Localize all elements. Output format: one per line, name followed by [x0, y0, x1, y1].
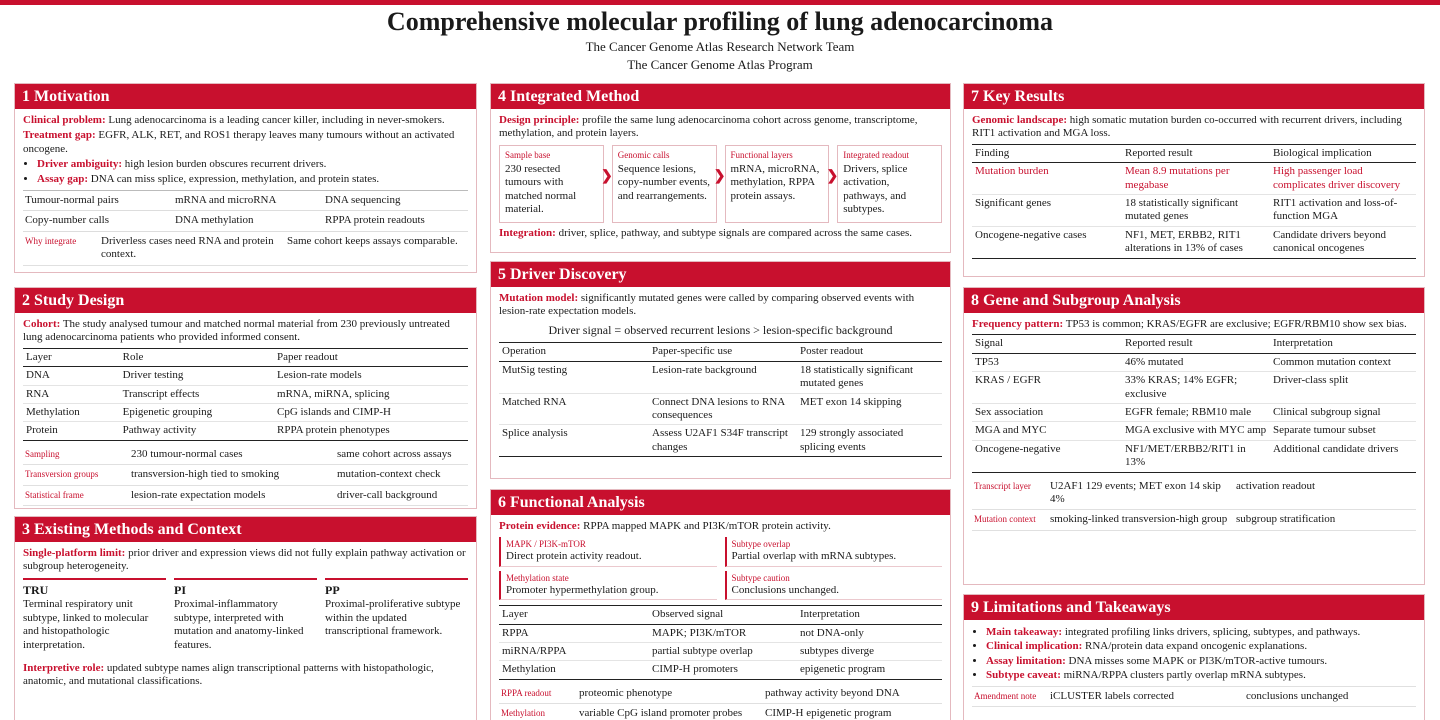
column-header: Signal	[972, 335, 1122, 353]
column-header: Layer	[23, 348, 120, 366]
evidence-box: Subtype caution Conclusions unchanged.	[725, 571, 943, 600]
subtype-card: PP Proximal-proliferative subtype within the updated transcriptional framework.	[325, 578, 468, 652]
column-header: Poster readout	[797, 343, 942, 361]
operation-table	[499, 342, 942, 457]
method-flow	[499, 145, 942, 223]
clinical-problem: Clinical problem: Lung adenocarcinoma is a leading cancer killer, including in never-smokers.	[23, 114, 445, 126]
subtype-columns	[23, 578, 468, 652]
section-integrated-method	[490, 83, 951, 253]
section-title: 8 Gene and Subgroup Analysis	[964, 288, 1424, 313]
column-header: Paper readout	[274, 348, 468, 366]
list-item: • Driver ambiguity: high lesion burden obscures recurrent drivers.	[37, 158, 468, 171]
table-row: Sex association EGFR female; RBM10 male Clinical subgroup signal	[972, 404, 1416, 422]
mutation-model: Mutation model: significantly mutated genes were called by comparing observed events with lesion-rate expectation models.	[499, 292, 915, 318]
table-row-highlight: Mutation burden Mean 8.9 mutations per megabase High passenger load complicates driver discovery	[972, 163, 1416, 195]
table-row: KRAS / EGFR 33% KRAS; 14% EGFR; exclusive Driver-class split	[972, 372, 1416, 404]
flow-step: Functional layers mRNA, microRNA, methylation, RPPA protein assays. ❯	[725, 145, 830, 223]
note-row: Statistical frame lesion-rate expectation models driver-call background	[23, 486, 468, 506]
flow-step: Integrated readout Drivers, splice activation, pathways, and subtypes.	[837, 145, 942, 223]
section-limitations	[963, 594, 1425, 720]
section-functional-analysis	[490, 489, 951, 720]
results-table	[972, 144, 1416, 259]
chevron-right-icon: ❯	[601, 168, 613, 184]
list-item: • Assay gap: DNA can miss splice, expression, methylation, and protein states.	[37, 173, 468, 186]
column-header: Interpretation	[797, 606, 942, 624]
frequency-pattern: Frequency pattern: TP53 is common; KRAS/EGFR are exclusive; EGFR/RBM10 show sex bias.	[972, 318, 1407, 330]
column-header: Layer	[499, 606, 649, 624]
section-key-results	[963, 83, 1425, 277]
functional-boxes	[499, 537, 942, 600]
table-row: Oncogene-negative NF1/MET/ERBB2/RIT1 in 13% Additional candidate drivers	[972, 440, 1416, 472]
column-header: Paper-specific use	[649, 343, 797, 361]
table-row: Oncogene-negative cases NF1, MET, ERBB2, RIT1 alterations in 13% of cases Candidate drivers beyond canonical oncogenes	[972, 226, 1416, 258]
table-row: Protein Pathway activity RPPA protein phenotypes	[23, 422, 468, 440]
column-header: Reported result	[1122, 144, 1270, 162]
section-gene-subgroup	[963, 287, 1425, 585]
section-motivation	[14, 83, 477, 273]
note-row: RPPA readout proteomic phenotype pathway activity beyond DNA	[499, 684, 942, 704]
functional-table	[499, 605, 942, 680]
integration-text: Integration: driver, splice, pathway, and subtype signals are compared across the same cases.	[499, 226, 913, 239]
note-row: Sampling 230 tumour-normal cases same cohort across assays	[23, 445, 468, 465]
column-header: Interpretation	[1270, 335, 1416, 353]
section-title: 3 Existing Methods and Context	[15, 517, 476, 542]
interpretive-role: Interpretive role: updated subtype names align transcriptional patterns with histopathologic, anatomic, and mutational classifications.	[23, 662, 434, 688]
table-row: MGA and MYC MGA exclusive with MYC amp Separate tumour subset	[972, 422, 1416, 440]
poster-header	[0, 6, 1440, 74]
evidence-box: Subtype overlap Partial overlap with mRNA subtypes.	[725, 537, 943, 566]
takeaway-bullets	[986, 626, 1416, 683]
protein-evidence: Protein evidence: RPPA mapped MAPK and PI3K/mTOR protein activity.	[499, 520, 831, 532]
note-row: Why integrate Driverless cases need RNA and protein context. Same cohort keeps assays comparable.	[23, 232, 468, 266]
design-principle: Design principle: profile the same lung adenocarcinoma cohort across genome, transcriptome, methylation, and protein layers.	[499, 114, 918, 140]
section-study-design	[14, 287, 477, 509]
table-row: Methylation Epigenetic grouping CpG islands and CIMP-H	[23, 404, 468, 422]
grid-cell: RPPA protein readouts	[323, 211, 468, 231]
single-platform-limit: Single-platform limit: prior driver and expression views did not fully explain pathway activation or subgroup heterogeneity.	[23, 547, 466, 573]
evidence-box: MAPK / PI3K-mTOR Direct protein activity readout.	[499, 537, 717, 566]
cohort-text: Cohort: The study analysed tumour and matched normal material from 230 previously untreated lung adenocarcinoma patients who provided informed consent.	[23, 318, 450, 344]
grid-cell: Tumour-normal pairs	[23, 191, 173, 211]
column-header: Operation	[499, 343, 649, 361]
list-item: • Main takeaway: integrated profiling links drivers, splicing, subtypes, and pathways.	[986, 626, 1416, 639]
section-title: 4 Integrated Method	[491, 84, 950, 109]
column-header: Reported result	[1122, 335, 1270, 353]
subgroup-table	[972, 334, 1416, 472]
top-accent-bar	[0, 0, 1440, 5]
section-title: 2 Study Design	[15, 288, 476, 313]
section-title: 6 Functional Analysis	[491, 490, 950, 515]
table-row: Splice analysis Assess U2AF1 S34F transcript changes 129 strongly associated splicing events	[499, 425, 942, 457]
column-header: Biological implication	[1270, 144, 1416, 162]
grid-cell: DNA sequencing	[323, 191, 468, 211]
section-existing-methods	[14, 516, 477, 720]
note-row: Mutation context smoking-linked transversion-high group subgroup stratification	[972, 510, 1416, 530]
subgroup-notes	[972, 477, 1416, 531]
functional-notes	[499, 684, 942, 720]
column-header: Observed signal	[649, 606, 797, 624]
chevron-right-icon: ❯	[826, 168, 839, 184]
note-row: Methylation variable CpG island promoter probes CIMP-H epigenetic program	[499, 704, 942, 720]
section-title: 5 Driver Discovery	[491, 262, 950, 287]
poster-title: Comprehensive molecular profiling of lung adenocarcinoma	[386, 7, 1054, 36]
column-header: Finding	[972, 144, 1122, 162]
table-row: RNA Transcript effects mRNA, miRNA, splicing	[23, 385, 468, 403]
design-notes	[23, 445, 468, 506]
table-row: MutSig testing Lesion-rate background 18 statistically significant mutated genes	[499, 361, 942, 393]
table-row: miRNA/RPPA partial subtype overlap subtypes diverge	[499, 642, 942, 660]
column-header: Role	[120, 348, 274, 366]
note-row: Transcript layer U2AF1 129 events; MET exon 14 skip 4% activation readout	[972, 477, 1416, 511]
table-row: DNA Driver testing Lesion-rate models	[23, 367, 468, 385]
evidence-box: Methylation state Promoter hypermethylation group.	[499, 571, 717, 600]
list-item: • Clinical implication: RNA/protein data expand oncogenic explanations.	[986, 640, 1416, 653]
section-driver-discovery	[490, 261, 951, 479]
author-line-1: The Cancer Genome Atlas Research Network Team	[585, 39, 855, 54]
table-row: TP53 46% mutated Common mutation context	[972, 353, 1416, 371]
layer-table	[23, 348, 468, 441]
subtype-card: PI Proximal-inflammatory subtype, interpreted with mutation and anatomy-linked features.	[174, 578, 317, 652]
grid-cell: DNA methylation	[173, 211, 323, 231]
genomic-landscape: Genomic landscape: high somatic mutation burden co-occurred with recurrent drivers, including RIT1 activation and MGA loss.	[972, 114, 1402, 140]
motivation-bullets	[37, 158, 468, 186]
treatment-gap: Treatment gap: EGFR, ALK, RET, and ROS1 therapy leaves many tumours without an activated oncogene.	[23, 129, 455, 155]
flow-step: Sample base 230 resected tumours with matched normal material. ❯	[499, 145, 604, 223]
table-row: Significant genes 18 statistically significant mutated genes RIT1 activation and loss-of-function MGA	[972, 195, 1416, 227]
section-title: 9 Limitations and Takeaways	[964, 595, 1424, 620]
flow-step: Genomic calls Sequence lesions, copy-number events, and rearrangements. ❯	[612, 145, 717, 223]
table-row: Matched RNA Connect DNA lesions to RNA consequences MET exon 14 skipping	[499, 393, 942, 425]
subtype-card: TRU Terminal respiratory unit subtype, linked to molecular and histopathologic interpretation.	[23, 578, 166, 652]
chevron-right-icon: ❯	[713, 168, 726, 184]
author-line-2: The Cancer Genome Atlas Program	[627, 57, 813, 72]
note-row: Transversion groups transversion-high tied to smoking mutation-context check	[23, 465, 468, 485]
list-item: • Subtype caveat: miRNA/RPPA clusters partly overlap mRNA subtypes.	[986, 669, 1416, 682]
assay-grid	[23, 190, 468, 232]
driver-equation: Driver signal = observed recurrent lesions > lesion-specific background	[548, 322, 893, 337]
grid-cell: mRNA and microRNA	[173, 191, 323, 211]
grid-cell: Copy-number calls	[23, 211, 173, 231]
table-row: RPPA MAPK; PI3K/mTOR not DNA-only	[499, 624, 942, 642]
section-title: 7 Key Results	[964, 84, 1424, 109]
list-item: • Assay limitation: DNA misses some MAPK or PI3K/mTOR-active tumours.	[986, 655, 1416, 668]
section-title: 1 Motivation	[15, 84, 476, 109]
amendment-note: Amendment note iCLUSTER labels corrected conclusions unchanged	[972, 686, 1416, 707]
table-row: Methylation CIMP-H promoters epigenetic program	[499, 661, 942, 679]
